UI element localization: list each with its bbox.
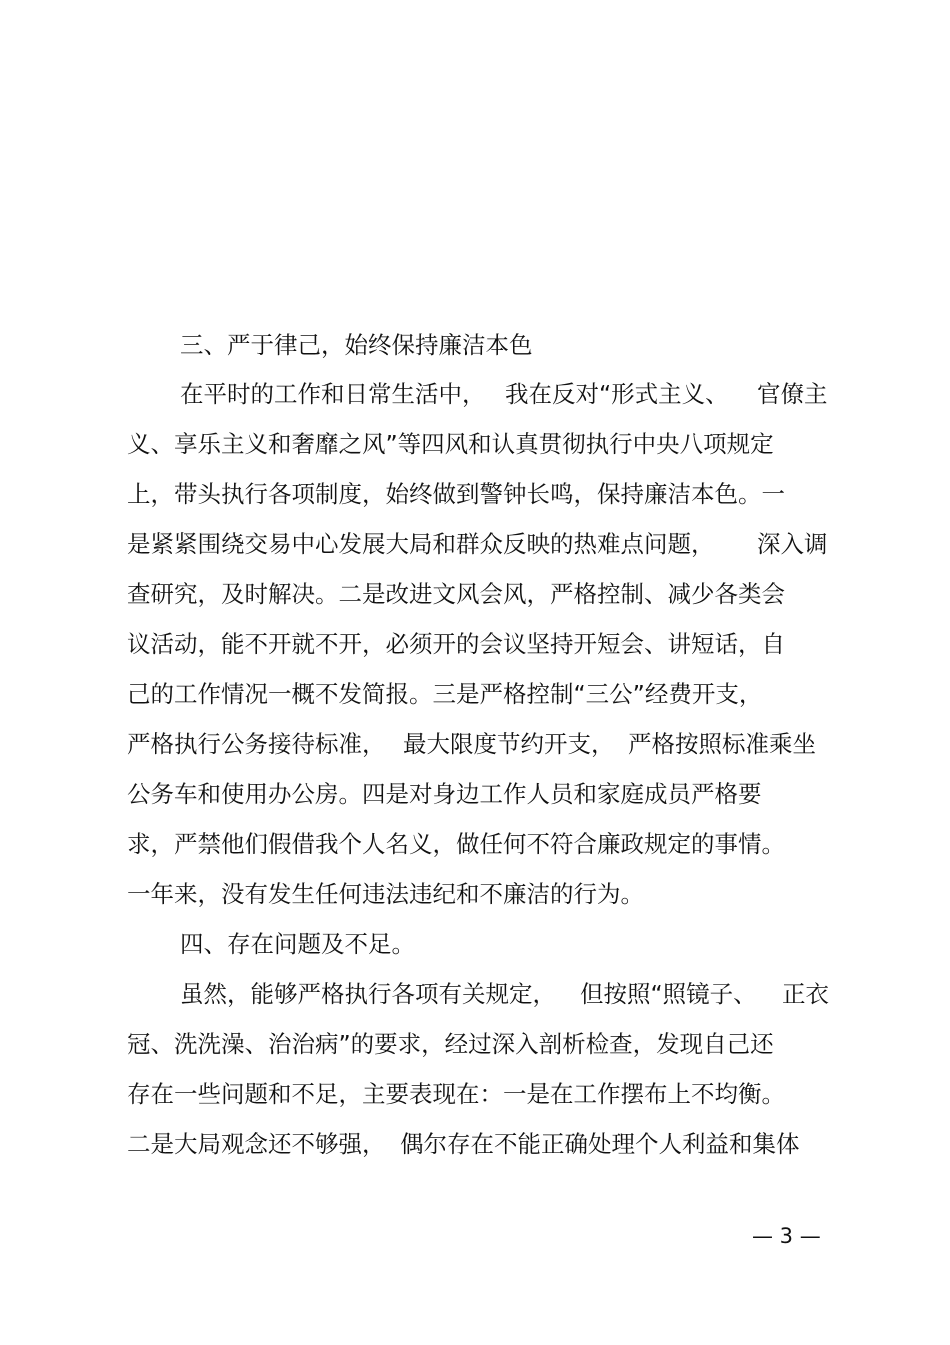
text-segment: 最大限度节约开支， bbox=[403, 730, 615, 758]
paragraph-line bbox=[0, 776, 950, 812]
text-segment: 上，带头执行各项制度，始终做到警钟长鸣，保持廉洁本色。一 bbox=[127, 480, 785, 508]
text-segment: 存在一些问题和不足，主要表现在：一是在工作摆布上不均衡。 bbox=[127, 1080, 785, 1108]
paragraph-line bbox=[0, 826, 950, 862]
paragraph-line bbox=[0, 1076, 950, 1112]
text-segment: 四、存在问题及不足。 bbox=[180, 930, 415, 958]
text-segment: 偶尔存在不能正确处理个人利益和集体 bbox=[400, 1130, 800, 1158]
text-segment: 冠、洗洗澡、治治病”的要求，经过深入剖析检查，发现自己还 bbox=[127, 1030, 774, 1058]
paragraph-line bbox=[0, 476, 950, 512]
section-heading-4 bbox=[0, 926, 950, 962]
text-segment: 二是大局观念还不够强， bbox=[127, 1130, 386, 1158]
text-segment: 正衣 bbox=[782, 980, 829, 1008]
text-segment: 查研究，及时解决。二是改进文风会风，严格控制、减少各类会 bbox=[127, 580, 785, 608]
text-segment: 义、享乐主义和奢靡之风”等四风和认真贯彻执行中央八项规定 bbox=[127, 430, 774, 458]
text-segment: 议活动，能不开就不开，必须开的会议坚持开短会、讲短话，自 bbox=[127, 630, 785, 658]
text-segment: 但按照“照镜子、 bbox=[580, 980, 757, 1008]
text-segment: 我在反对“形式主义、 bbox=[505, 380, 729, 408]
paragraph-line bbox=[0, 676, 950, 712]
text-segment: 严格按照标准乘坐 bbox=[628, 730, 816, 758]
text-segment: 是紧紧围绕交易中心发展大局和群众反映的热难点问题， bbox=[127, 530, 715, 558]
paragraph-line bbox=[0, 726, 950, 762]
section-heading-3 bbox=[0, 327, 950, 363]
paragraph-line bbox=[0, 1126, 950, 1162]
text-segment: 虽然，能够严格执行各项有关规定， bbox=[180, 980, 556, 1008]
paragraph-line bbox=[0, 1026, 950, 1062]
paragraph-line bbox=[0, 576, 950, 612]
page-number: — 3 — bbox=[752, 1224, 821, 1248]
paragraph-line bbox=[0, 626, 950, 662]
text-segment: 一年来，没有发生任何违法违纪和不廉洁的行为。 bbox=[127, 880, 644, 908]
paragraph-line bbox=[0, 376, 950, 412]
text-segment: 严格执行公务接待标准， bbox=[127, 730, 386, 758]
text-segment: 三、严于律己，始终保持廉洁本色 bbox=[180, 331, 533, 359]
paragraph-line bbox=[0, 976, 950, 1012]
text-segment: 求，严禁他们假借我个人名义，做任何不符合廉政规定的事情。 bbox=[127, 830, 785, 858]
text-segment: 深入调 bbox=[757, 530, 828, 558]
paragraph-line bbox=[0, 426, 950, 462]
text-segment: 官僚主 bbox=[757, 380, 828, 408]
text-segment: 公务车和使用办公房。四是对身边工作人员和家庭成员严格要 bbox=[127, 780, 762, 808]
paragraph-line bbox=[0, 876, 950, 912]
text-segment: 在平时的工作和日常生活中， bbox=[180, 380, 486, 408]
text-segment: 己的工作情况一概不发简报。三是严格控制“三公”经费开支， bbox=[127, 680, 763, 708]
paragraph-line bbox=[0, 526, 950, 562]
